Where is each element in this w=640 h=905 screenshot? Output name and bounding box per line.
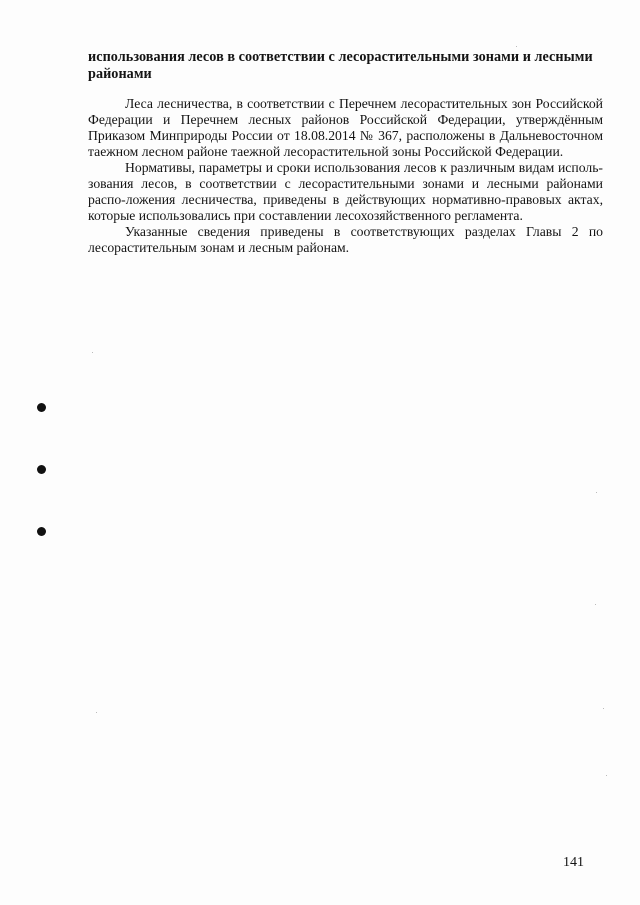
- paragraph-forest-zones: Леса лесничества, в соответствии с Перечнем лесорастительных зон Российской Федерации и Перечнем лесных районов Российской Федерации, утверждённым Приказом Минприроды России от 18.08.2014 № 367, расположены в Дальневосточном таежном лесном районе таежной лесорастительной зоны Российской Федерации.: [88, 96, 603, 159]
- binder-hole-mark: [37, 527, 46, 536]
- page-number: 141: [563, 855, 584, 870]
- scan-speck: [596, 492, 597, 493]
- scan-speck: [96, 712, 97, 713]
- paragraph-reference: Указанные сведения приведены в соответствующих разделах Главы 2 по лесорастительным зонам и лесным районам.: [88, 224, 603, 255]
- scan-speck: [516, 46, 517, 47]
- document-body: [88, 96, 603, 256]
- section-heading: использования лесов в соответствии с лесорастительными зонами и лесными районами: [88, 49, 593, 82]
- scan-speck: [92, 352, 93, 353]
- scan-speck: [606, 775, 607, 776]
- binder-hole-mark: [37, 403, 46, 412]
- scan-speck: [595, 604, 596, 605]
- paragraph-norms: Нормативы, параметры и сроки использования лесов к различным видам исполь-зования лесов, в соответствии с лесорастительными зонами и лесными районами распо-ложения лесничества, приведены в действующих нормативно-правовых актах, которые использовались при составлении лесохозяйственного регламента.: [88, 160, 603, 223]
- scan-speck: [603, 708, 604, 709]
- binder-hole-mark: [37, 465, 46, 474]
